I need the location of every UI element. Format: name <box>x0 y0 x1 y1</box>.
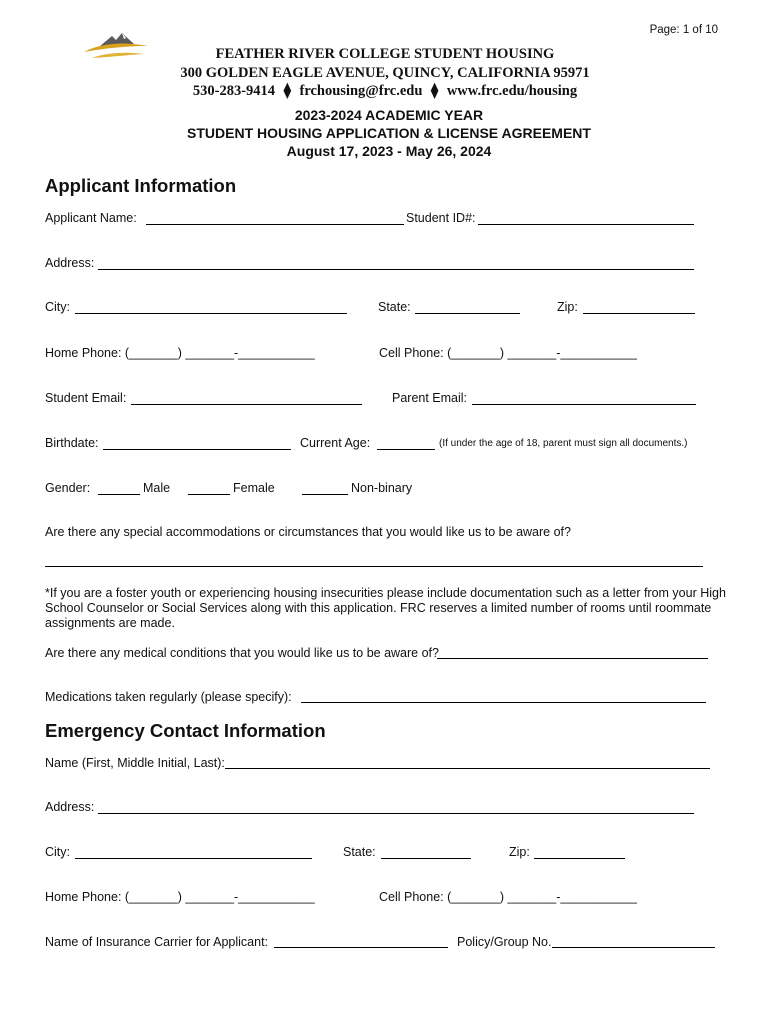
state-field[interactable] <box>415 313 520 314</box>
diamond-separator-icon: ⧫ <box>283 83 291 99</box>
org-website: www.frc.edu/housing <box>446 83 578 99</box>
term-dates: August 17, 2023 - May 26, 2024 <box>286 143 492 159</box>
age-note: (If under the age of 18, parent must sign all documents.) <box>439 438 688 449</box>
zip-label: Zip: <box>557 300 578 314</box>
medications-field[interactable] <box>301 702 706 703</box>
emergency-state-field[interactable] <box>381 858 471 859</box>
student-email-field[interactable] <box>131 404 362 405</box>
emergency-zip-label: Zip: <box>509 845 530 859</box>
medical-conditions-field[interactable] <box>437 658 708 659</box>
emergency-name-label: Name (First, Middle Initial, Last): <box>45 756 225 770</box>
emergency-name-field[interactable] <box>225 768 710 769</box>
document-title: STUDENT HOUSING APPLICATION & LICENSE AGREEMENT <box>187 125 591 141</box>
student-email-label: Student Email: <box>45 391 127 405</box>
accommodations-question: Are there any special accommodations or circumstances that you would like us to be aware of? <box>45 525 571 539</box>
org-name: FEATHER RIVER COLLEGE STUDENT HOUSING <box>215 46 555 62</box>
applicant-name-label: Applicant Name: <box>45 211 137 225</box>
diamond-separator-icon: ⧫ <box>431 83 439 99</box>
policy-group-label: Policy/Group No. <box>457 935 552 949</box>
student-id-field[interactable] <box>478 224 694 225</box>
student-id-label: Student ID#: <box>406 211 476 225</box>
page-number: Page: 1 of 10 <box>649 24 718 36</box>
emergency-city-label: City: <box>45 845 70 859</box>
policy-group-field[interactable] <box>552 947 715 948</box>
gender-male-field[interactable] <box>98 494 140 495</box>
gender-female-label: Female <box>233 481 275 495</box>
org-email: frchousing@frc.edu <box>299 83 423 99</box>
medications-label: Medications taken regularly (please specify): <box>45 690 292 704</box>
parent-email-field[interactable] <box>472 404 696 405</box>
cell-phone-field[interactable]: Cell Phone: (_______) _______-___________ <box>379 346 637 360</box>
zip-field[interactable] <box>583 313 695 314</box>
city-field[interactable] <box>75 313 347 314</box>
academic-year: 2023-2024 ACADEMIC YEAR <box>294 107 484 123</box>
city-label: City: <box>45 300 70 314</box>
emergency-state-label: State: <box>343 845 376 859</box>
state-label: State: <box>378 300 411 314</box>
emergency-zip-field[interactable] <box>534 858 625 859</box>
org-phone: 530-283-9414 <box>192 83 276 99</box>
emergency-home-phone-field[interactable]: Home Phone: (_______) _______-___________ <box>45 890 315 904</box>
insurance-carrier-field[interactable] <box>274 947 448 948</box>
gender-nonbinary-label: Non-binary <box>351 481 413 495</box>
emergency-address-field[interactable] <box>98 813 694 814</box>
foster-youth-note: *If you are a foster youth or experiencing housing insecurities please include documentation such as a letter from your High School Counselor or Social Services along with this application. FRC reserves a limited number of rooms until roommate assignments are made. <box>45 586 726 630</box>
gender-male-label: Male <box>143 481 171 495</box>
org-address: 300 GOLDEN EAGLE AVENUE, QUINCY, CALIFORNIA 95971 <box>180 65 590 81</box>
birthdate-label: Birthdate: <box>45 436 99 450</box>
applicant-section-heading: Applicant Information <box>45 175 237 196</box>
insurance-carrier-label: Name of Insurance Carrier for Applicant: <box>45 935 269 949</box>
home-phone-field[interactable]: Home Phone: (_______) _______-___________ <box>45 346 315 360</box>
emergency-section-heading: Emergency Contact Information <box>45 720 326 741</box>
gender-label: Gender: <box>45 481 91 495</box>
birthdate-field[interactable] <box>103 449 291 450</box>
emergency-city-field[interactable] <box>75 858 312 859</box>
address-field[interactable] <box>98 269 694 270</box>
emergency-address-label: Address: <box>45 800 95 814</box>
parent-email-label: Parent Email: <box>392 391 468 405</box>
emergency-cell-phone-field[interactable]: Cell Phone: (_______) _______-___________ <box>379 890 637 904</box>
org-contact-line <box>0 83 770 100</box>
gender-female-field[interactable] <box>188 494 230 495</box>
applicant-name-field[interactable] <box>146 224 404 225</box>
address-label: Address: <box>45 256 95 270</box>
medical-question: Are there any medical conditions that you would like us to be aware of? <box>45 646 439 660</box>
gender-nonbinary-field[interactable] <box>302 494 348 495</box>
accommodations-field[interactable] <box>45 566 703 567</box>
current-age-label: Current Age: <box>300 436 371 450</box>
current-age-field[interactable] <box>377 449 435 450</box>
